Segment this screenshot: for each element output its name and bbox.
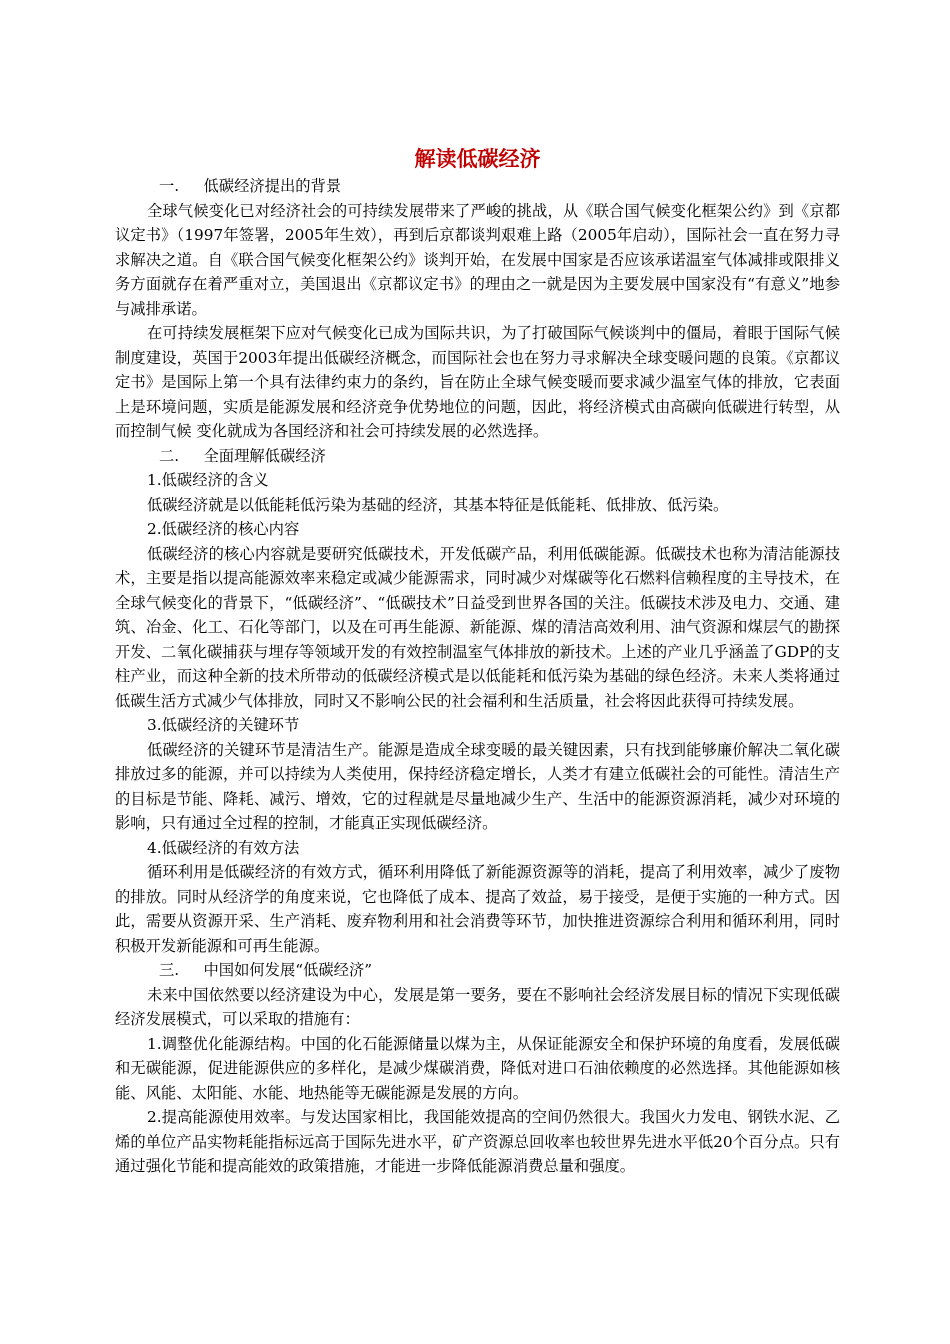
subsection-heading: 1.低碳经济的含义 — [147, 471, 269, 489]
document-title: 解读低碳经济 — [414, 146, 541, 171]
subsection-heading: 3.低碳经济的关键环节 — [147, 716, 300, 734]
section-heading: 一. 低碳经济提出的背景 — [159, 177, 342, 195]
section-heading: 三. 中国如何发展“低碳经济” — [159, 961, 373, 979]
paragraph: 循环利用是低碳经济的有效方式，循环利用降低了新能源资源等的消耗，提高了利用效率，减少了废物的排放。同时从经济学的角度来说，它也降低了成本、提高了效益，易于接受，是便于实施的一种方式。因此，需要从资源开采、生产消耗、废弃物利用和社会消费等环节，加快推进资源综合利用和循环利用，同时积极开发新能源和可再生能源。 — [115, 863, 840, 955]
subsection-heading: 2.低碳经济的核心内容 — [147, 520, 300, 538]
paragraph: 1.调整优化能源结构。中国的化石能源储量以煤为主，从保证能源安全和保护环境的角度看，发展低碳和无碳能源，促进能源供应的多样化，是减少煤碳消费，降低对进口石油依赖度的必然选择。其他能源如核能、风能、太阳能、水能、地热能等无碳能源是发展的方向。 — [115, 1034, 840, 1102]
paragraph: 低碳经济的核心内容就是要研究低碳技术，开发低碳产品，利用低碳能源。低碳技术也称为清洁能源技术，主要是指以提高能源效率来稳定或减少能源需求，同时减少对煤碳等化石燃料信赖程度的主导技术，在全球气候变化的背景下，“低碳经济”、“低碳技术”日益受到世界各国的关注。低碳技术涉及电力、交通、建筑、冶金、化工、石化等部门，以及在可再生能源、新能源、煤的清洁高效利用、油气资源和煤层气的勘探开发、二氧化碳捕获与埋存等领域开发的有效控制温室气体排放的新技术。上述的产业几乎涵盖了GDP的支柱产业，而这种全新的技术所带动的低碳经济模式是以低能耗和低污染为基础的绿色经济。未来人类将通过低碳生活方式减少气体排放，同时又不影响公民的社会福利和生活质量，社会将因此获得可持续发展。 — [115, 544, 840, 710]
section-heading: 二. 全面理解低碳经济 — [159, 446, 326, 465]
paragraph: 低碳经济的关键环节是清洁生产。能源是造成全球变暖的最关键因素，只有找到能够廉价解决二氧化碳排放过多的能源，并可以持续为人类使用，保持经济稳定增长，人类才有建立低碳社会的可能性。清洁生产的目标是节能、降耗、减污、增效，它的过程就是尽量地减少生产、生活中的能源资源消耗，减少对环境的影响，只有通过全过程的控制，才能真正实现低碳经济。 — [115, 740, 840, 832]
document-page — [115, 146, 840, 1179]
paragraph: 未来中国依然要以经济建设为中心，发展是第一要务，要在不影响社会经济发展目标的情况下实现低碳经济发展模式，可以采取的措施有： — [115, 985, 840, 1028]
paragraph: 在可持续发展框架下应对气候变化已成为国际共识，为了打破国际气候谈判中的僵局，着眼于国际气候制度建设，英国于2003年提出低碳经济概念，而国际社会也在努力寻求解决全球变暖问题的良策。《京都议定书》是国际上第一个具有法律约束力的条约，旨在防止全球气候变暖而要求减少温室气体的排放，它表面上是环境问题，实质是能源发展和经济竞争优势地位的问题，因此，将经济模式由高碳向低碳进行转型，从而控制气候 变化就成为各国经济和社会可持续发展的必然选择。 — [115, 324, 840, 440]
subsection-heading: 4.低碳经济的有效方法 — [147, 838, 300, 857]
paragraph: 全球气候变化已对经济社会的可持续发展带来了严峻的挑战，从《联合国气候变化框架公约》到《京都议定书》（1997年签署，2005年生效），再到后京都谈判艰难上路（2005年启动），国际社会一直在努力寻求解决之道。自《联合国气候变化框架公约》谈判开始，在发展中国家是否应该承诺温室气体减排或限排义务方面就存在着严重对立，美国退出《京都议定书》的理由之一就是因为主要发展中国家没有“有意义”地参与减排承诺。 — [115, 201, 840, 318]
paragraph: 2.提高能源使用效率。与发达国家相比，我国能效提高的空间仍然很大。我国火力发电、钢铁水泥、乙烯的单位产品实物耗能指标远高于国际先进水平，矿产资源总回收率也较世界先进水平低20个百分点。只有通过强化节能和提高能效的政策措施，才能进一步降低能源消费总量和强度。 — [115, 1108, 840, 1175]
paragraph: 低碳经济就是以低能耗低污染为基础的经济，其基本特征是低能耗、低排放、低污染。 — [147, 495, 729, 514]
